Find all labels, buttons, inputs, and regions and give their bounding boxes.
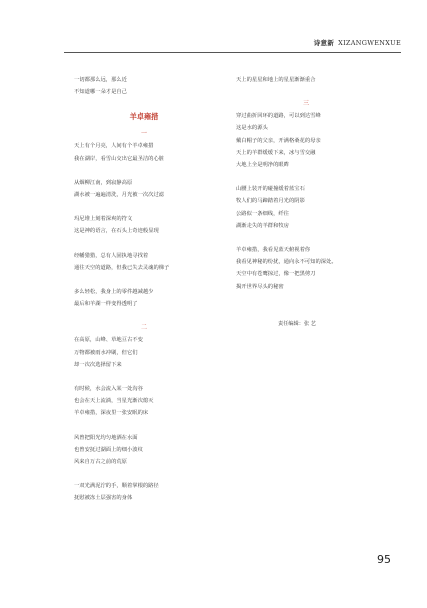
verse-line: 从烟柳江南，到寂静高原: [74, 179, 133, 186]
verse-line: 天上有个月亮，人间有个羊卓雍措: [74, 143, 154, 150]
header-subtitle: XIZANGWENXUE: [338, 39, 401, 47]
page-number: 95: [377, 553, 391, 566]
verse-line: 揭开世界尽头的秘密: [236, 283, 284, 290]
verse-line: 风来自万古之前的荒原: [74, 459, 127, 466]
verse-line: 牧人们的马蹄踏着月光的阴影: [236, 198, 305, 205]
verse-line: 我看见神秘的纷扰，通向永不可知的深处。: [236, 259, 337, 266]
verse-line: 这是水的源头: [236, 125, 268, 132]
verse-line: 山腰上装开的碰撞缓着蓝宝石: [236, 186, 305, 193]
poem-title: 羊卓雍措: [129, 112, 159, 122]
verse-line: 戴白帽子的父亲，开满格桑花的母亲: [236, 137, 321, 144]
verse-line: 抚慰被冻土层强害的身体: [74, 495, 133, 502]
editor-credit: 责任编辑：张 艺: [278, 320, 316, 327]
intro-line: 不知道哪一朵才是自己: [74, 89, 127, 96]
verse-line: 这是神的语言，在石头上奇迹般显现: [74, 228, 159, 235]
verse-line: 却一次次选择留下来: [74, 361, 122, 368]
verse-line: 天空中有苍鹰掠过，像一把黑剪刀: [236, 271, 316, 278]
verse-line: 湖渐走失的羊群和牧房: [236, 222, 289, 229]
verse-line: 天上的羊群缓缓下来，冰与雪交融: [236, 149, 316, 156]
verse-line: 我在湖岸，看雪山交出它最圣洁的心脏: [74, 155, 165, 162]
header-rule: [64, 52, 401, 53]
verse-line: 万物都被雨水冲刷，但它们: [74, 349, 138, 356]
verse-line: 也会在天上流淌，当星光渐次熄灭: [74, 398, 154, 405]
section-number: 三: [302, 100, 309, 108]
verse-line: 穿过曲折回环的道路，可以到达雪峰: [236, 113, 321, 120]
section-number: 一: [140, 130, 147, 138]
page-header: [314, 38, 401, 47]
verse-line: 风曾把阳光均匀地洒在水面: [74, 434, 138, 441]
verse-line: 最后和羊湖一样变得透明了: [74, 301, 138, 308]
verse-line: 通往天空的道路，但我已失去灵魂的梯子: [74, 264, 170, 271]
verse-line: 多么轻松，我身上的零件越减越少: [74, 289, 154, 296]
verse-line: 大地上全是明净的眼眸: [236, 162, 289, 169]
verse-line: 羊卓雍措，我看见蓝天俯视着你: [236, 247, 311, 254]
verse-line: 羊卓雍措，深夜里一张安眠的床: [74, 410, 149, 417]
right-column: [236, 74, 376, 330]
verse-line: 也曾安抚过湖面上的细小波纹: [74, 446, 143, 453]
verse-line: 天上的星星和地上的星星渐渐重合: [236, 77, 316, 83]
header-title: 诗意新: [313, 39, 335, 47]
verse-line: 一双光满泥泞的手，顺着掌根的路径: [74, 483, 159, 490]
verse-line: 有时候，水会流入某一处沟谷: [74, 386, 143, 393]
verse-line: 湖水被一遍遍清洗，月光被一次次过滤: [74, 192, 165, 199]
section-number: 二: [140, 324, 147, 332]
left-column: [74, 74, 214, 505]
verse-line: 玛尼堆上刻着深爽的符文: [74, 216, 133, 223]
verse-line: 公路似一条细线，纤往: [236, 210, 289, 217]
verse-line: 在高原，山峰、草地亘古不变: [74, 337, 143, 344]
verse-line: 经幡猎猎，总有人固执地寻找着: [74, 252, 149, 259]
intro-line: 一切都那么远，那么近: [74, 77, 127, 83]
